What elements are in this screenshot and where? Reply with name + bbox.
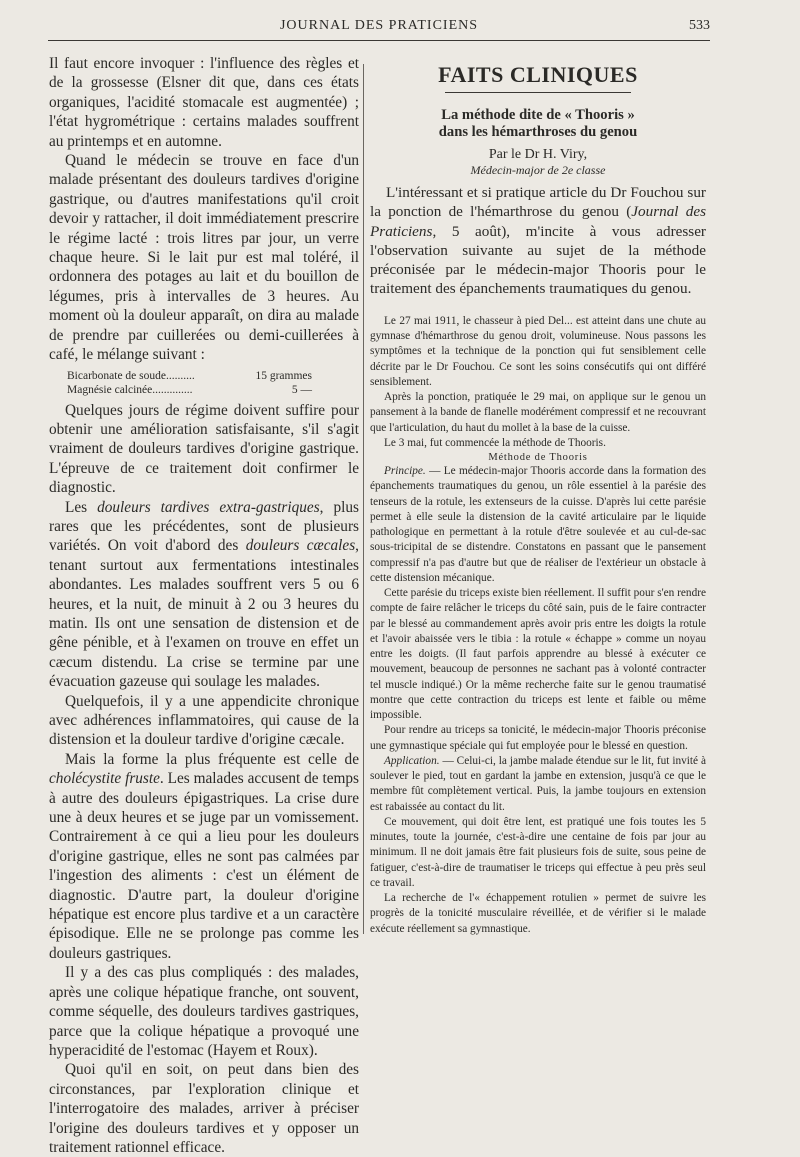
paragraph: La recherche de l'« échappement rotulien » permet de suivre les progrès de la tonicité musculaire réveillée, et de vérifier si le malade exécute réellement sa gymnastique. (370, 892, 706, 935)
running-header (48, 14, 710, 41)
article-title (370, 107, 706, 141)
paragraph: Ce mouvement, qui doit être lent, est pratiqué une fois toutes les 5 minutes, toute la journée, c'est-à-dire une centaine de fois par jour au minimum. Il ne doit jamais être fait plusieurs fois de suite, sous peine de fatiguer, c'est-à-dire de traumatiser le triceps qui effectue à peu près seul ce travail. (370, 815, 706, 889)
paragraph: Il y a des cas plus compliqués : des malades, après une colique hépatique franche, ont souvent, comme séquelle, des douleurs tardives gastriques, parce que la colique hépatique a provoqué une hyperacidité de l'estomac (Hayem et Roux). (49, 964, 359, 1059)
article-title-line: La méthode dite de « Thooris » (441, 107, 635, 123)
column-divider (363, 64, 364, 934)
text-run: , 5 août), m'incite à vous adresser l'observation suivante au sujet de la méthode préconisée par le médecin-major Thooris pour le traitement des épanchements traumatiques du genou. (370, 222, 706, 298)
text-run: Les (65, 498, 98, 516)
paragraph (370, 464, 706, 586)
formula-quantity: 15 grammes (255, 369, 312, 382)
paragraph: Quoi qu'il en soit, on peut dans bien des circonstances, par l'exploration clinique et l'interrogatoire des malades, arriver à préciser l'origine des douleurs tardives et y opposer un traitement rationnel efficace. (49, 1061, 359, 1156)
author-byline: Par le Dr H. Viry, (488, 147, 588, 162)
formula-row (67, 383, 312, 397)
intro-paragraph (370, 183, 706, 299)
right-column (370, 62, 706, 937)
paragraph: Il faut encore invoquer : l'influence des règles et de la grossesse (Elsner dit que, dans ces états organiques, l'acidité stomacale est augmentée) ; l'état hygrométrique : certains malades souffrent au printemps et en automne. (49, 55, 359, 150)
text-run: , tenant surtout aux fermentations intestinales abondantes. Les malades souffrent vers 5 ou 6 heures, et la nuit, de minuit à 2 ou 3 heures du matin. Ils ont une sensation de distension et de gêne pénible, et à l'examen on trouve en effet un cæcum distendu. La crise se termine par une évacuation gazeuse qui soulage les malades. (49, 537, 359, 691)
left-column (49, 54, 359, 1157)
section-title-underline (445, 92, 631, 93)
page-number: 533 (689, 18, 710, 33)
paragraph: Quelques jours de régime doivent suffire pour obtenir une amélioration satisfaisante, s'il s'agit vraiment de douleurs tardives d'origine gastrique. L'épreuve de ce traitement doit confirmer le diagnostic. (49, 401, 359, 497)
text-run: Mais la forme la plus fréquente est celle de (65, 750, 359, 768)
emphasis-text: Journal des Praticiens (370, 203, 706, 240)
article-title-line: dans les hémarthroses du genou (438, 124, 638, 140)
paragraph (49, 750, 359, 963)
emphasis-text: douleurs cæcales (245, 537, 356, 555)
paragraph: Après la ponction, pratiquée le 29 mai, on applique sur le genou un pansement à la bande de flanelle modérément compressif et ne recouvrant que l'articulation, du haut du mollet à la base de la cuisse. (370, 391, 706, 434)
emphasis-text: douleurs tardives extra-gastriques (97, 498, 320, 516)
journal-title: JOURNAL DES PRATICIENS (279, 18, 479, 33)
section-title: FAITS CLINIQUES (438, 62, 638, 87)
text-run: , plus rares que les précédentes, sont de plusieurs variétés. On voit d'abord des (49, 498, 359, 555)
text-run: . Les malades accusent de temps à autre des douleurs épigastriques. La crise dure une à deux heures et se juge par un vomissement. Contrairement à ce qui a lieu pour les douleurs d'origine gastrique, elles ne sont pas calmées par l'ingestion des aliments : c'est un élément de diagnostic. D'autre part, la douleur d'origine hépatique est encore plus tardive et a un caractère épisodique. Elle ne se prolonge pas comme les douleurs gastriques. (49, 770, 359, 962)
text-run: L'intéressant et si pratique article du Dr Fouchou sur la ponction de l'hémarthrose du genou ( (370, 184, 706, 221)
paragraph: Cette parésie du triceps existe bien réellement. Il suffit pour s'en rendre compte de faire relâcher le triceps du côté sain, puis de le faire contracter par le blessé au commandement après avoir pris entre les doigts la rotule et l'avoir abaissée vers le tibia : la rotule « échappe » comme un noyau entre les doigts. (Il faut parfois apprendre au blessé à exécuter ce mouvement, beaucoup de personnes ne sachant pas à volonté contracter tel muscle indiqué.) Or la même recherche faite sur le genou traumatisé montre que cette contraction du triceps est lente et faible ou même impossible. (370, 587, 706, 722)
paragraph: Quand le médecin se trouve en face d'un malade présentant des douleurs tardives d'origine gastrique, ou d'autres manifestations qu'il croit devoir y rattacher, il doit immédiatement prescrire le régime lacté : trois litres par jour, un verre chaque heure. Si le lait pur est mal toléré, il ordonnera des potages au lait et du bouillon de légumes, pris à intervalles de 3 heures. Au moment où la douleur apparaît, on dira au malade de prendre par cuillerées ou demi-cuillerées à café, le mélange suivant : (49, 152, 359, 364)
paragraph: Le 3 mai, fut commencée la méthode de Thooris. (384, 436, 606, 449)
paragraph (49, 498, 359, 692)
text-run: — Le médecin-major Thooris accorde dans la formation des épanchements traumatiques du genou, un rôle essentiel à la parésie des tenseurs de la rotule, les extenseurs de la cuisse. D'après lui cette parésie permet à elle seule la distension de la cavité articulaire par le liquide pathologique en permettant à la rotule d'être soulevée et au cul-de-sac sous-tricipital de se distendre. Constatons en passant que le pansement compressif n'a pas d'autre but que de réaliser de l'extérieur un obstacle à cette distension mécanique. (370, 465, 706, 584)
paragraph: Quelquefois, il y a une appendicite chronique avec adhérences inflammatoires, qui cause de la distension et la douleur tardive d'origine cæcale. (49, 692, 359, 749)
prescription-formula (67, 369, 359, 397)
emphasis-text: Application. (384, 754, 440, 767)
paragraph: Le 27 mai 1911, le chasseur à pied Del... est atteint dans une chute au gymnase d'hémarthrose du genou droit, volumineuse. Nous passons les symptômes et la technique de la ponction qui fut sensiblement celle décrite par le Dr Fouchou. Ce sont les soins consécutifs qui ont différé sensiblement. (370, 314, 706, 388)
paragraph (370, 754, 706, 815)
author-role: Médecin-major de 2e classe (470, 163, 606, 177)
formula-ingredient: Bicarbonate de soude.......... (67, 369, 195, 382)
formula-row (67, 369, 312, 383)
text-run: — Celui-ci, la jambe malade étendue sur le lit, fut invité à soulever le pied, tout en gardant la jambe en extension, jusqu'à ce que le membre fût complètement vertical. Puis, la jambe toujours en extension est rabaissée au contact du lit. (370, 754, 706, 813)
subheading: Méthode de Thooris (488, 452, 588, 464)
emphasis-text: cholécystite fruste (49, 770, 160, 788)
formula-quantity: 5 — (291, 383, 312, 396)
emphasis-text: Principe. (384, 465, 426, 478)
paragraph: Pour rendre au triceps sa tonicité, le médecin-major Thooris préconise une gymnastique spéciale qui fut employée pour le blessé en question. (370, 724, 706, 752)
formula-ingredient: Magnésie calcinée.............. (67, 383, 193, 396)
